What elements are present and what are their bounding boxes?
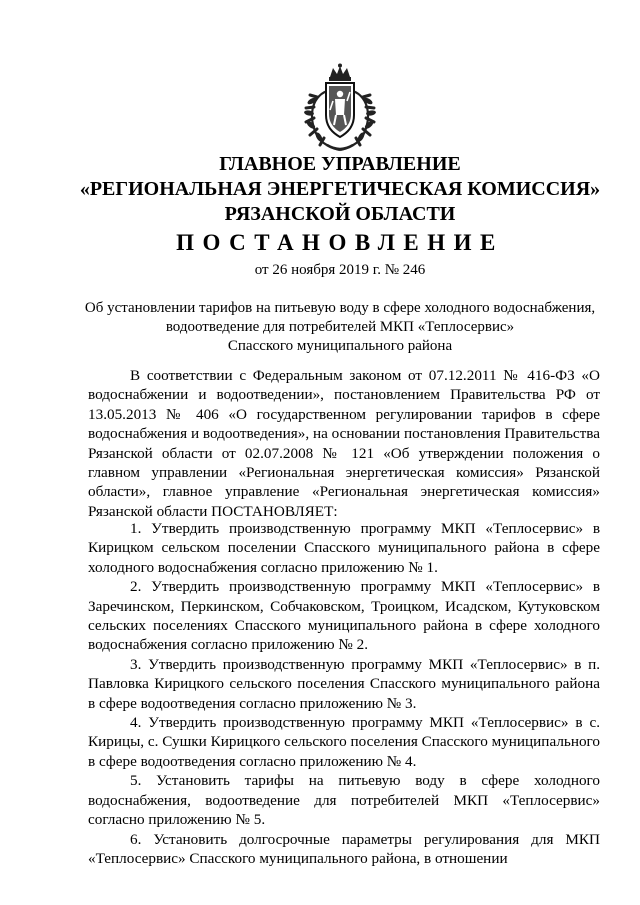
authority-name-line-2: «РЕГИОНАЛЬНАЯ ЭНЕРГЕТИЧЕСКАЯ КОМИССИЯ»	[79, 178, 601, 200]
resolution-items	[88, 519, 600, 868]
resolution-item-3: 3. Утвердить производственную программу МКП «Теплосервис» в п. Павловка Кирицкого сельского поселения Спасского муниципального района в сфере водоотведения согласно приложению № 3.	[88, 655, 600, 712]
resolution-item-5: 5. Установить тарифы на питьевую воду в сфере холодного водоснабжения, водоотведение для потребителей МКП «Теплосервис» согласно приложению № 5.	[88, 772, 600, 829]
authority-name-line-1: ГЛАВНОЕ УПРАВЛЕНИЕ	[219, 153, 461, 175]
document-date-number: от 26 ноября 2019 г. № 246	[254, 262, 426, 278]
resolution-item-4: 4. Утвердить производственную программу МКП «Теплосервис» в с. Кирицы, с. Сушки Кирицкого сельского поселения Спасского муниципального в сфере водоотведения согласно приложению № 4.	[88, 714, 600, 770]
subject-line-2: водоотведение для потребителей МКП «Теплосервис»	[165, 319, 515, 335]
resolution-item-2: 2. Утвердить производственную программу МКП «Теплосервис» в Заречинском, Перкинском, Собчаковском, Троицком, Исадском, Кутуковском сельских поселениях Спасского муниципального района в сфере холодного водоснабжения согласно приложению № 2.	[88, 578, 600, 654]
resolution-item-6: 6. Установить долгосрочные параметры регулирования для МКП «Теплосервис» Спасского муниципального района, в отношении	[88, 830, 600, 867]
preamble	[88, 366, 600, 521]
subject-line-1: Об установлении тарифов на питьевую воду в сфере холодного водоснабжения,	[84, 300, 596, 316]
coat-of-arms-ryazan-icon	[297, 63, 383, 153]
document-type-heading: ПОСТАНОВЛЕНИЕ	[176, 230, 504, 255]
document-subject	[72, 299, 608, 356]
authority-name-line-3: РЯЗАНСКОЙ ОБЛАСТИ	[224, 203, 456, 225]
resolution-item-1: 1. Утвердить производственную программу МКП «Теплосервис» в Кирицком сельском поселении Спасского муниципального района в сфере холодного водоснабжения согласно приложению № 1.	[88, 520, 600, 576]
preamble-paragraph: В соответствии с Федеральным законом от 07.12.2011 № 416-ФЗ «О водоснабжении и водоотведении», постановлением Правительства РФ от 13.05.2013 № 406 «О государственном регулировании тарифов в сфере водоснабжения и водоотведения», на основании постановления Правительства Рязанской области от 02.07.2008 № 121 «Об утверждении положения о главном управлении «Региональная энергетическая комиссия» Рязанской области», главное управление «Региональная энергетическая комиссия» Рязанской области ПОСТАНОВЛЯЕТ:	[88, 367, 600, 520]
subject-line-3: Спасского муниципального района	[227, 338, 453, 354]
